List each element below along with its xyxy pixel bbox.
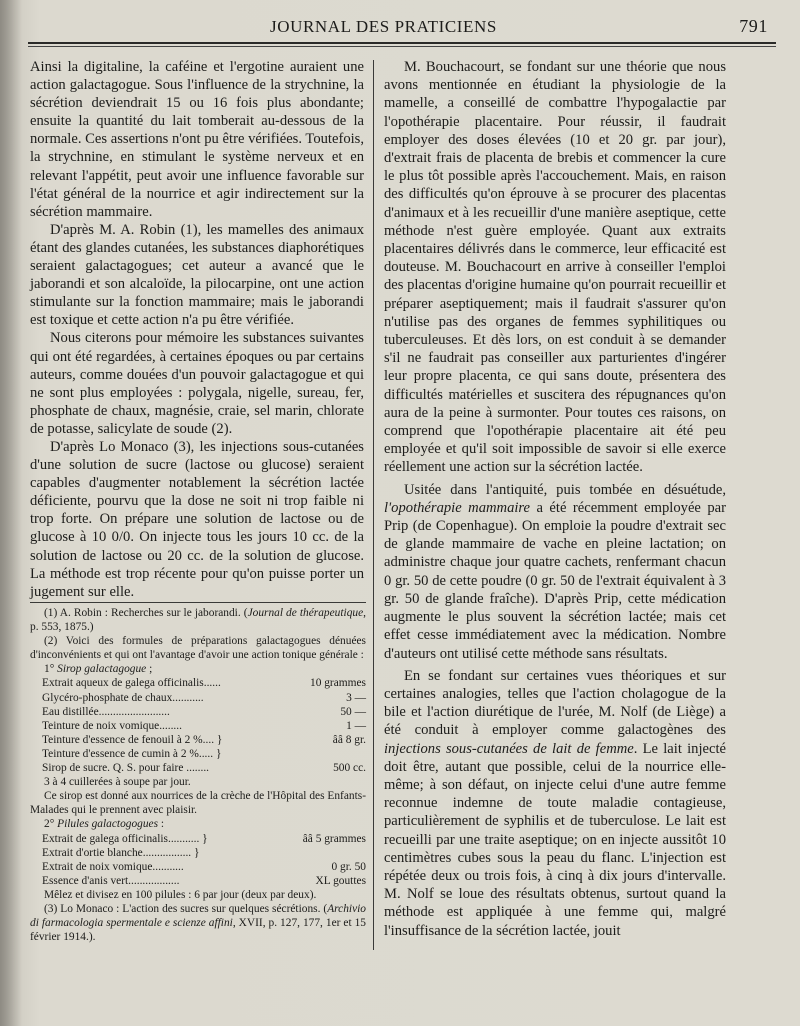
ingredient-label: Extrait de galega officinalis........... } bbox=[42, 832, 208, 845]
paragraph: Nous citerons pour mémoire les substances suivantes qui ont été regardées, à certaines époques ou par certains auteurs, comme douées d'un pouvoir galactagogue et qui ne sont plus employées : polygala, nigelle, sureau, fer, phosphate de chaux, magnésie, craie, sel marin, chlorate de potasse, salicylate de soude (2). bbox=[30, 330, 364, 437]
formula-row bbox=[30, 676, 366, 690]
ingredient-label: Sirop de sucre. Q. S. pour faire ........ bbox=[42, 762, 210, 775]
ingredient-amount: ââ 8 gr. bbox=[332, 733, 366, 746]
running-header bbox=[30, 15, 770, 43]
footnote-2: (2) Voici des formules de préparations galactagogues dénuées d'inconvénients et qui ont l'avantage d'avoir une action tonique générale : bbox=[30, 635, 366, 662]
ingredient-label: Glycéro-phosphate de chaux........... bbox=[42, 691, 204, 704]
footnote-1: (1) A. Robin : Recherches sur le jaborandi. (Journal de thérapeutique, p. 553, 1875.) bbox=[30, 607, 367, 634]
paragraph: Usitée dans l'antiquité, puis tombée en désuétude, l'opothérapie mammaire a été récemment employée par Prip (de Copenhague). On emploie la poudre d'extrait sec de glande mammaire de vache en pleine lactation; on administre chaque jour quatre cachets, renfermant chacun 0 gr. 50 de cette poudre (0 gr. 50 de l'extrait équivalent à 3 gr. 50 de glande fraîche). D'après Prip, cette médication augmente le plus souvent la sécrétion lactée; mais cet effet cesse immédiatement avec la médication. Nombre d'auteurs ont utilisé cette méthode sans résultats. bbox=[384, 481, 726, 662]
formula-1-dose: 3 à 4 cuillerées à soupe par jour. bbox=[44, 776, 191, 789]
paragraph: Ainsi la digitaline, la caféine et l'ergotine auraient une action galactagogue. Sous l'influence de la strychnine, la sécrétion deviendrait 15 ou 16 fois plus abondante; ensuite la quantité du lait tomberait au-dessous de la normale. Ces assertions n'ont pu être vérifiées. Toutefois, la strychnine, en stimulant le système nerveux et en relevant l'appétit, peut avoir une influence favorable sur l'état général de la nourrice et agir indirectement sur la sécrétion mammaire. bbox=[30, 59, 364, 220]
paragraph: En se fondant sur certaines vues théoriques et sur certaines analogies, telles que l'action cholagogue de la bile et l'action diurétique de l'urée, M. Nolf (de Liège) a été conduit à employer comme galactogènes des injections sous-cutanées de lait de femme. Le lait injecté doit être, autant que possible, celui de la nourrice elle-même; à son défaut, on injecte celui d'une autre femme reconnue indemne de toute maladie contagieuse, particulièrement de syphilis et de tuberculose. Le lait est recueilli par une traite aseptique; on en injecte aussitôt 10 centimètres cubes sous la peau du flanc. L'injection est répétée deux ou trois fois, à cinq à dix jours d'intervalle. M. Nolf se loue des résultats obtenus, surtout quand la méthode est appliquée à une femme qui, malgré l'insuffisance de la sécrétion lactée, jouit bbox=[384, 667, 726, 939]
paragraph: D'après Lo Monaco (3), les injections sous-cutanées d'une solution de sucre (lactose ou glucose) seraient capables d'augmenter notablement la sécrétion lactée déficiente, pourvu que la dose ne soit ni trop faible ni trop forte. On prépare une solution de lactose ou de glucose à 10 0/0. On injecte tous les jours 10 cc. de la solution de lactose ou 20 cc. de la solution de glucose. La méthode est trop récente pour qu'on puisse porter un jugement sur elle. bbox=[30, 438, 364, 600]
ingredient-amount: 10 grammes bbox=[310, 677, 366, 690]
ingredient-amount: XL gouttes bbox=[315, 874, 366, 887]
footnote-rule bbox=[30, 602, 366, 603]
ingredient-amount: 50 — bbox=[340, 705, 366, 718]
footnotes bbox=[30, 606, 366, 944]
header-rule bbox=[28, 42, 776, 44]
formula-row bbox=[30, 733, 366, 747]
formula-row bbox=[30, 846, 366, 860]
formula-1-table bbox=[30, 676, 366, 775]
right-column bbox=[384, 58, 726, 940]
ingredient-label: Teinture d'essence de fenouil à 2 %.... } bbox=[42, 733, 223, 746]
formula-row bbox=[30, 832, 366, 846]
footnote-3: (3) Lo Monaco : L'action des sucres sur quelques sécrétions. (Archivio di farmacologia spermentale e scienze affini, XVII, p. 127, 177, 1er et 15 février 1914.). bbox=[30, 902, 366, 944]
formula-row bbox=[30, 860, 366, 874]
formula-row bbox=[30, 874, 366, 888]
binding-shadow bbox=[0, 0, 22, 1026]
formula-1-title: 1° Sirop galactagogue ; bbox=[44, 663, 153, 676]
header-rule-thin bbox=[28, 46, 776, 47]
ingredient-label: Extrait aqueux de galega officinalis...... bbox=[42, 677, 221, 690]
formula-row bbox=[30, 719, 366, 733]
page-number: 791 bbox=[739, 16, 768, 36]
ingredient-label: Essence d'anis vert.................. bbox=[42, 874, 180, 887]
ingredient-label: Teinture de noix vomique........ bbox=[42, 719, 182, 732]
formula-2-dose: Mêlez et divisez en 100 pilules : 6 par jour (deux par deux). bbox=[44, 888, 317, 901]
left-column bbox=[30, 58, 364, 601]
formula-row bbox=[30, 705, 366, 719]
formula-row bbox=[30, 691, 366, 705]
formula-1-note: Ce sirop est donné aux nourrices de la crèche de l'Hôpital des Enfants-Malades qui le prennent avec plaisir. bbox=[30, 790, 366, 817]
paragraph: D'après M. A. Robin (1), les mamelles des animaux étant des glandes cutanées, les substances diaphorétiques seraient galactagogues; cet auteur a avancé que le jaborandi et son alcaloïde, la pilocarpine, ont une action stimulante sur la fonction mammaire; mais le jaborandi est toxique et cette action n'a pu être vérifiée. bbox=[30, 221, 364, 329]
column-divider bbox=[373, 60, 374, 950]
ingredient-amount: 3 — bbox=[346, 691, 366, 704]
paragraph: M. Bouchacourt, se fondant sur une théorie que nous avons mentionnée en étudiant la physiologie de la mamelle, a conseillé de combattre l'hypogalactie par l'opothérapie placentaire. Pour réussir, il faudrait employer des doses élevées (10 et 20 gr. par jour), d'extrait frais de placenta de brebis et commencer la cure le plus tôt possible après l'accouchement. Mais, en raison des difficultés qu'on éprouve à se procurer des placentas d'animaux et à les recueillir d'une manière aseptique, cette méthode n'est guère employée. Quant aux extraits placentaires délivrés dans le commerce, leur efficacité est douteuse. M. Bouchacourt en arrive à conseiller l'emploi des placentas d'origine humaine qu'on pourrait recueillir et préparer aseptiquement; mais il faudrait s'assurer qu'on n'utilise pas des organes de femmes syphilitiques ou tuberculeuses. Et dès lors, on est conduit à se demander s'il ne faudrait pas conseiller aux parturientes d'ingérer leur propre placenta, ce qui sans doute, présentera des difficultés matérielles et suscitera des répugnances qu'on aura de la peine à surmonter. Pour toutes ces raisons, on comprend que l'opothérapie placentaire ait été peu employée et qu'il soit impossible de savoir si elle exerce réellement une action sur la sécrétion lactée. bbox=[384, 59, 727, 476]
ingredient-amount: ââ 5 grammes bbox=[302, 832, 366, 845]
ingredient-label: Teinture d'essence de cumin à 2 %..... } bbox=[42, 747, 222, 760]
formula-row bbox=[30, 761, 366, 775]
ingredient-amount: 0 gr. 50 bbox=[331, 860, 366, 873]
ingredient-amount: 500 cc. bbox=[333, 762, 366, 775]
ingredient-label: Extrait de noix vomique........... bbox=[42, 860, 184, 873]
formula-2-table bbox=[30, 832, 366, 888]
journal-title: JOURNAL DES PRATICIENS bbox=[270, 17, 497, 36]
formula-2-title: 2° Pilules galactogogues : bbox=[44, 818, 165, 831]
ingredient-amount: 1 — bbox=[346, 719, 366, 732]
formula-row bbox=[30, 747, 366, 761]
ingredient-label: Extrait d'ortie blanche................. } bbox=[42, 846, 200, 859]
ingredient-label: Eau distillée......................... bbox=[42, 705, 170, 718]
